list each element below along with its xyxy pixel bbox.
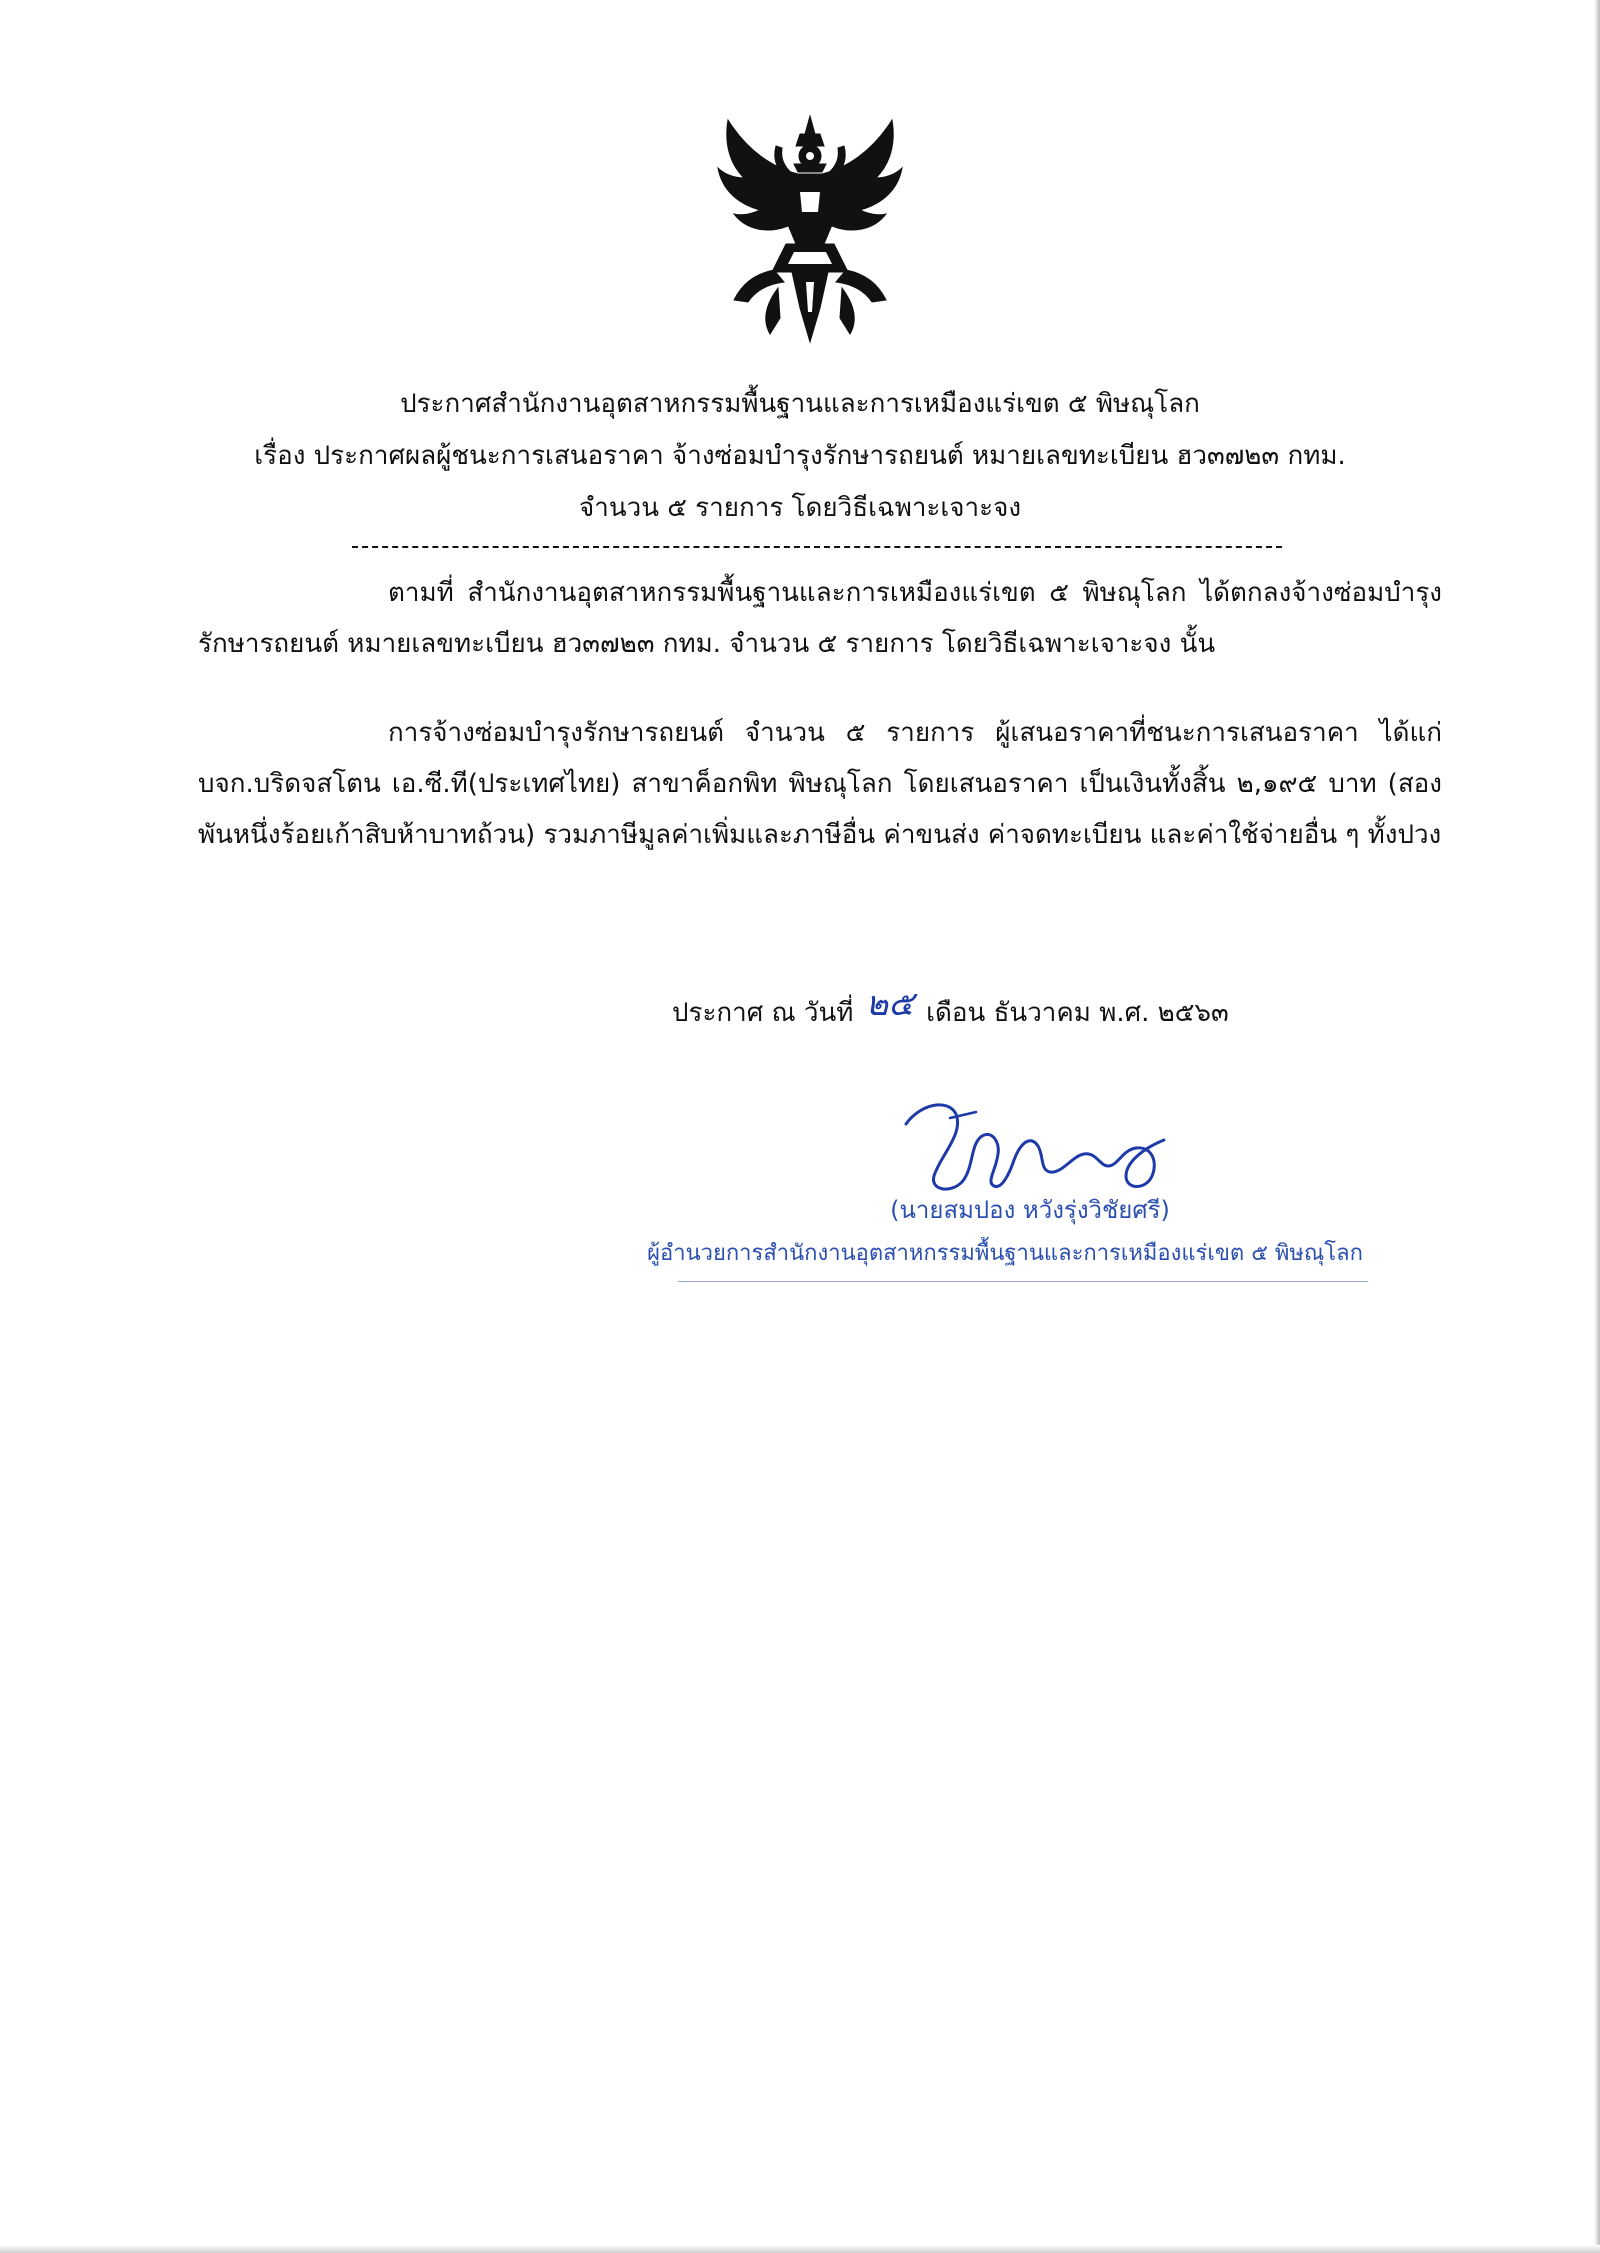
signer-title: ผู้อำนวยการสำนักงานอุตสาหกรรมพื้นฐานและการเหมืองแร่เขต ๕ พิษณุโลก: [647, 1241, 1363, 1266]
page-edge-shadow: [1594, 0, 1600, 2253]
announcement-date: [672, 984, 1229, 1035]
page-edge-shadow-bottom: [0, 2245, 1600, 2253]
date-suffix: เดือน ธันวาคม พ.ศ. ๒๕๖๓: [926, 998, 1229, 1028]
body-paragraph-2: การจ้างซ่อมบำรุงรักษารถยนต์ จำนวน ๕ รายการ ผู้เสนอราคาที่ชนะการเสนอราคา ได้แก่ บจก.บริดจสโตน เอ.ซี.ที(ประเทศไทย) สาขาค็อกพิท พิษณุโลก โดยเสนอราคา เป็นเงินทั้งสิ้น ๒,๑๙๕ บาท (สองพันหนึ่งร้อยเก้าสิบห้าบาทถ้วน) รวมภาษีมูลค่าเพิ่มและภาษีอื่น ค่าขนส่ง ค่าจดทะเบียน และค่าใช้จ่ายอื่น ๆ ทั้งปวง: [198, 718, 1442, 850]
body-paragraph-1: ตามที่ สำนักงานอุตสาหกรรมพื้นฐานและการเหมืองแร่เขต ๕ พิษณุโลก ได้ตกลงจ้างซ่อมบำรุงรักษารถยนต์ หมายเลขทะเบียน ฮว๓๗๒๓ กทม. จำนวน ๕ รายการ โดยวิธีเฉพาะเจาะจง นั้น: [198, 578, 1442, 659]
signer-name: (นายสมปอง หวังรุ่งวิชัยศรี): [890, 1196, 1170, 1224]
announcement-heading: ประกาศสำนักงานอุตสาหกรรมพื้นฐานและการเหมืองแร่เขต ๕ พิษณุโลก: [400, 389, 1200, 419]
announcement-subject: เรื่อง ประกาศผลผู้ชนะการเสนอราคา จ้างซ่อมบำรุงรักษารถยนต์ หมายเลขทะเบียน ฮว๓๗๒๓ กทม.: [254, 441, 1346, 471]
announcement-method: จำนวน ๕ รายการ โดยวิธีเฉพาะเจาะจง: [578, 493, 1022, 523]
garuda-emblem-icon: [714, 112, 906, 344]
signature-icon: [890, 1090, 1180, 1200]
signer-underline: [678, 1281, 1368, 1282]
header-separator: [352, 546, 1282, 548]
date-prefix: ประกาศ ณ วันที่: [672, 998, 854, 1028]
date-day-handwritten: ๒๕: [865, 984, 914, 1024]
